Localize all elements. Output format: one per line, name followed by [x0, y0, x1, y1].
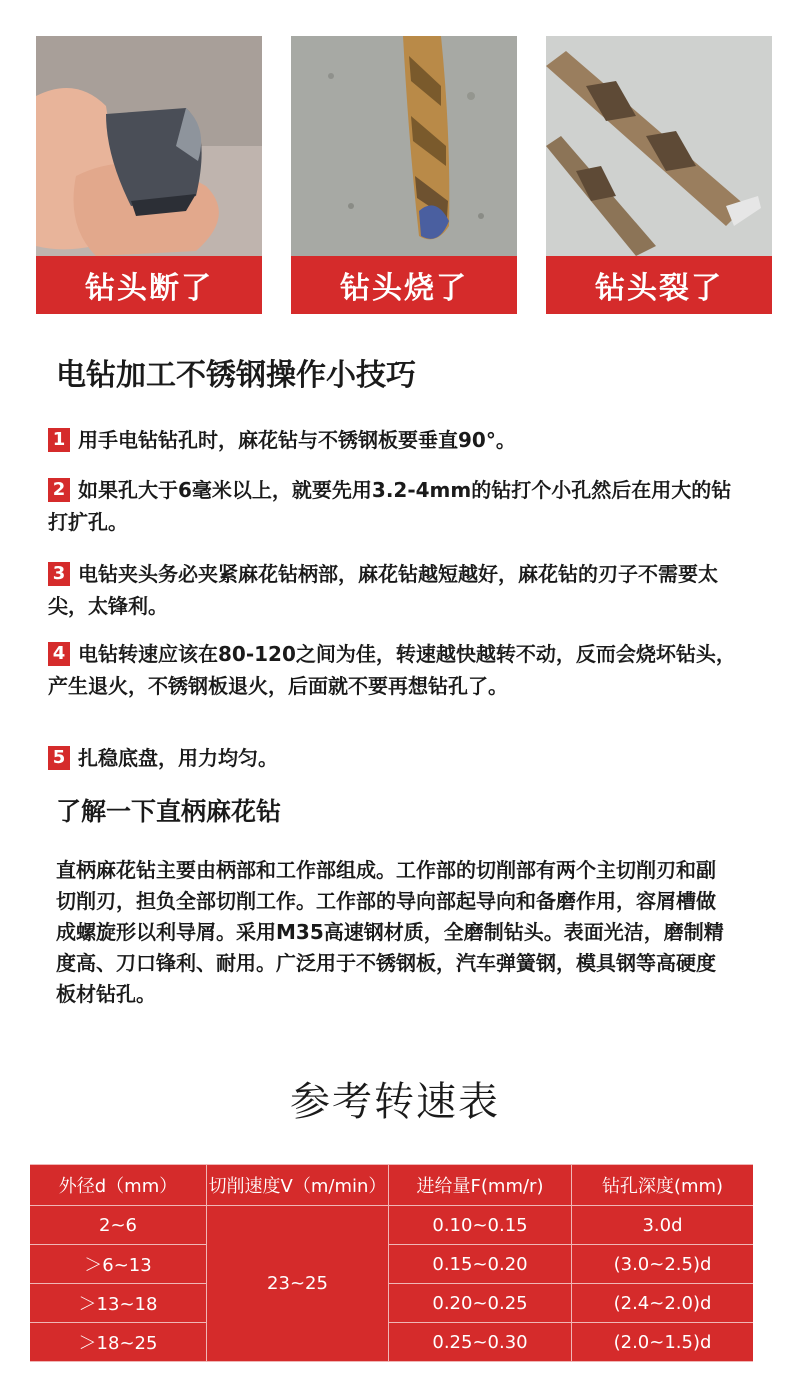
broken-drill-photo — [36, 36, 262, 256]
tip-text: 扎稳底盘，用力均匀。 — [78, 746, 278, 770]
cell-feed: 0.20~0.25 — [389, 1284, 572, 1323]
problem-card-burnt — [291, 36, 517, 314]
tip-text: 用手电钻钻孔时，麻花钻与不锈钢板要垂直90°。 — [78, 428, 516, 452]
table-row — [30, 1284, 753, 1323]
cell-feed: 0.10~0.15 — [389, 1206, 572, 1245]
tip-number: 1 — [48, 428, 70, 452]
tip-item — [48, 474, 738, 538]
about-title: 了解一下直柄麻花钻 — [56, 797, 282, 826]
tip-item — [48, 558, 738, 622]
tip-text: 电钻夹头务必夹紧麻花钻柄部，麻花钻越短越好，麻花钻的刃子不需要太尖，太锋利。 — [48, 562, 718, 618]
cell-depth: (2.0~1.5)d — [572, 1323, 754, 1362]
cell-diameter: 2~6 — [30, 1206, 207, 1245]
cell-feed: 0.15~0.20 — [389, 1245, 572, 1284]
cell-diameter: ＞6~13 — [30, 1245, 207, 1284]
tip-number: 4 — [48, 642, 70, 666]
problem-card-cracked — [546, 36, 772, 314]
tip-text: 如果孔大于6毫米以上，就要先用3.2-4mm的钻打个小孔然后在用大的钻打扩孔。 — [48, 478, 732, 534]
problem-card-broken — [36, 36, 262, 314]
speed-table-title: 参考转速表 — [290, 1079, 500, 1125]
table-row — [30, 1206, 753, 1245]
tip-item — [48, 424, 738, 456]
header-cutting-speed: 切削速度V（m/min） — [207, 1165, 389, 1206]
cell-diameter: ＞13~18 — [30, 1284, 207, 1323]
cracked-drill-photo — [546, 36, 772, 256]
burnt-drill-photo — [291, 36, 517, 256]
cell-depth: 3.0d — [572, 1206, 754, 1245]
tips-title: 电钻加工不锈钢操作小技巧 — [56, 358, 416, 393]
tip-number: 5 — [48, 746, 70, 770]
cell-cutting-speed: 23~25 — [207, 1206, 389, 1362]
speed-table — [30, 1164, 753, 1362]
table-row — [30, 1245, 753, 1284]
card-caption: 钻头断了 — [36, 256, 262, 314]
cell-depth: (3.0~2.5)d — [572, 1245, 754, 1284]
table-header-row — [30, 1165, 753, 1206]
cell-depth: (2.4~2.0)d — [572, 1284, 754, 1323]
header-depth: 钻孔深度(mm) — [572, 1165, 754, 1206]
header-diameter: 外径d（mm） — [30, 1165, 207, 1206]
card-caption: 钻头裂了 — [546, 256, 772, 314]
tip-number: 2 — [48, 478, 70, 502]
tip-item — [48, 638, 738, 702]
tip-text: 电钻转速应该在80-120之间为佳，转速越快越转不动，反而会烧坏钻头，产生退火，不锈钢板退火，后面就不要再想钻孔了。 — [48, 642, 736, 698]
card-caption: 钻头烧了 — [291, 256, 517, 314]
tip-item — [48, 742, 738, 774]
about-body: 直柄麻花钻主要由柄部和工作部组成。工作部的切削部有两个主切削刃和副切削刃，担负全部切削工作。工作部的导向部起导向和备磨作用，容屑槽做成螺旋形以利导屑。采用M35高速钢材质，全磨制钻头。表面光洁，磨制精度高、刀口锋利、耐用。广泛用于不锈钢板，汽车弹簧钢，模具钢等高硬度板材钻孔。 — [56, 858, 724, 1006]
cell-diameter: ＞18~25 — [30, 1323, 207, 1362]
header-feed: 进给量F(mm/r) — [389, 1165, 572, 1206]
table-row — [30, 1323, 753, 1362]
tip-number: 3 — [48, 562, 70, 586]
cell-feed: 0.25~0.30 — [389, 1323, 572, 1362]
